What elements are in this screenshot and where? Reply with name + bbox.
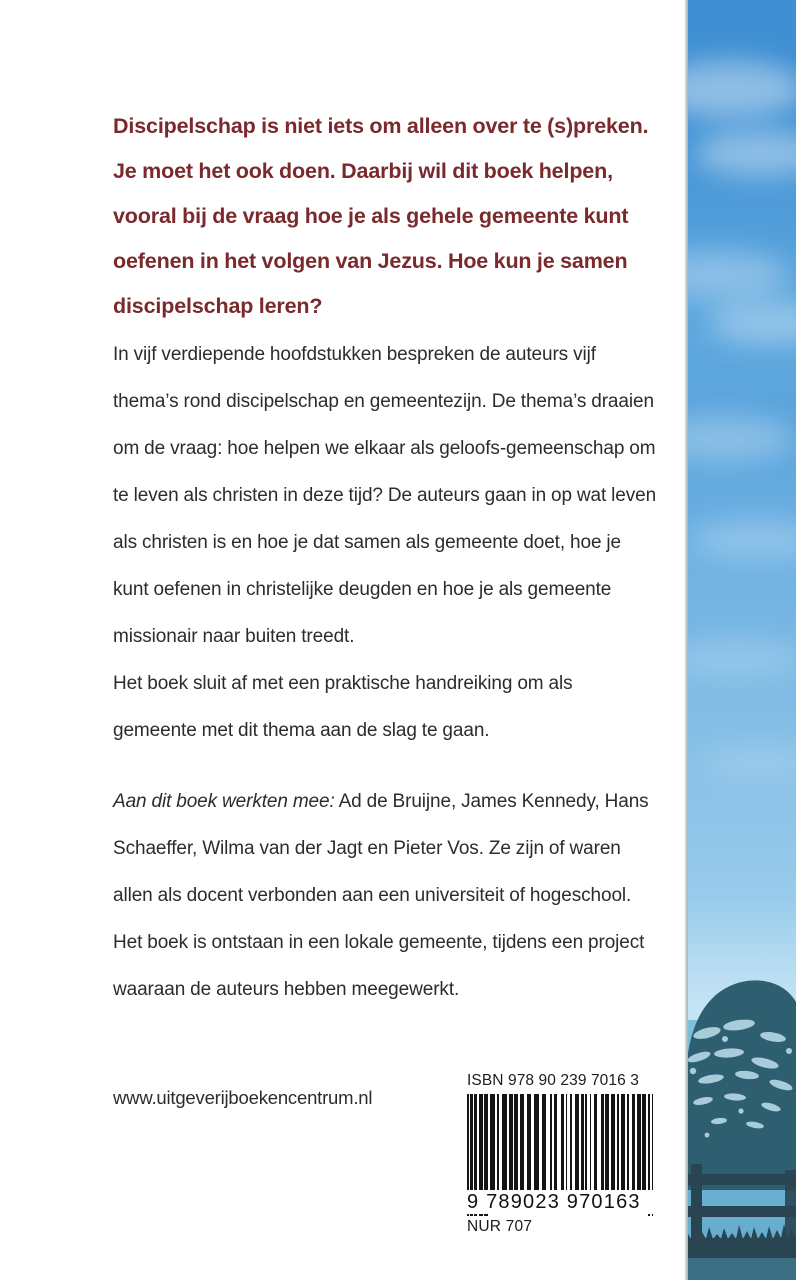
nur-code: NUR 707 xyxy=(467,1218,533,1235)
publisher-website[interactable]: www.uitgeverijboekencentrum.nl xyxy=(113,1087,373,1108)
cloud-shape xyxy=(685,640,796,678)
barcode-digits: 9 789023 970163 xyxy=(467,1190,653,1214)
blurb-headline: Discipelschap is niet iets om alleen over te (s)preken. Je moet het ook doen. Daarbij wil dit boek helpen, vooral bij de vraag hoe je als gehele gemeente kunt oefenen in het volgen van Jezus. Hoe kun je samen discipelschap leren? xyxy=(113,114,649,318)
cloud-shape xyxy=(685,60,796,118)
grass-silhouette-icon xyxy=(685,1218,796,1260)
contributors-lead-in: Aan dit boek werkten mee: xyxy=(113,791,335,812)
description-part-one: In vijf verdiepende hoofdstukken bespreken de auteurs vijf thema’s rond discipelschap en gemeentezijn. De thema’s draaien om de vraag: hoe helpen we elkaar als geloofs-gemeenschap om te leven als christen in deze tijd? De auteurs gaan in op wat leven als christen is en hoe je dat samen als gemeente doet, hoe je kunt oefenen in christelijke deugden en hoe je als gemeente missionair naar buiten treedt. xyxy=(113,344,657,647)
cover-artwork-strip xyxy=(685,0,796,1280)
description-paragraph xyxy=(113,331,661,754)
spine-seam xyxy=(685,0,688,1280)
contributors-names: Ad de Bruijne, James Kennedy, Hans Schaeffer, Wilma van der Jagt en Pieter Vos. Ze zijn of waren allen als docent verbonden aan een universiteit of hogeschool. Het boek is ontstaan in een lokale gemeente, tijdens een project waaraan de auteurs hebben meegewerkt. xyxy=(113,791,649,1000)
description-part-two: Het boek sluit af met een praktische handreiking om als gemeente met dit thema aan de slag te gaan. xyxy=(113,673,573,741)
contributors-paragraph xyxy=(113,778,661,1013)
isbn-block xyxy=(467,1072,667,1236)
isbn-label: ISBN 978 90 239 7016 3 xyxy=(467,1072,639,1089)
bottom-band xyxy=(685,1258,796,1280)
tree-silhouette-icon xyxy=(685,975,796,1190)
barcode xyxy=(467,1094,653,1216)
